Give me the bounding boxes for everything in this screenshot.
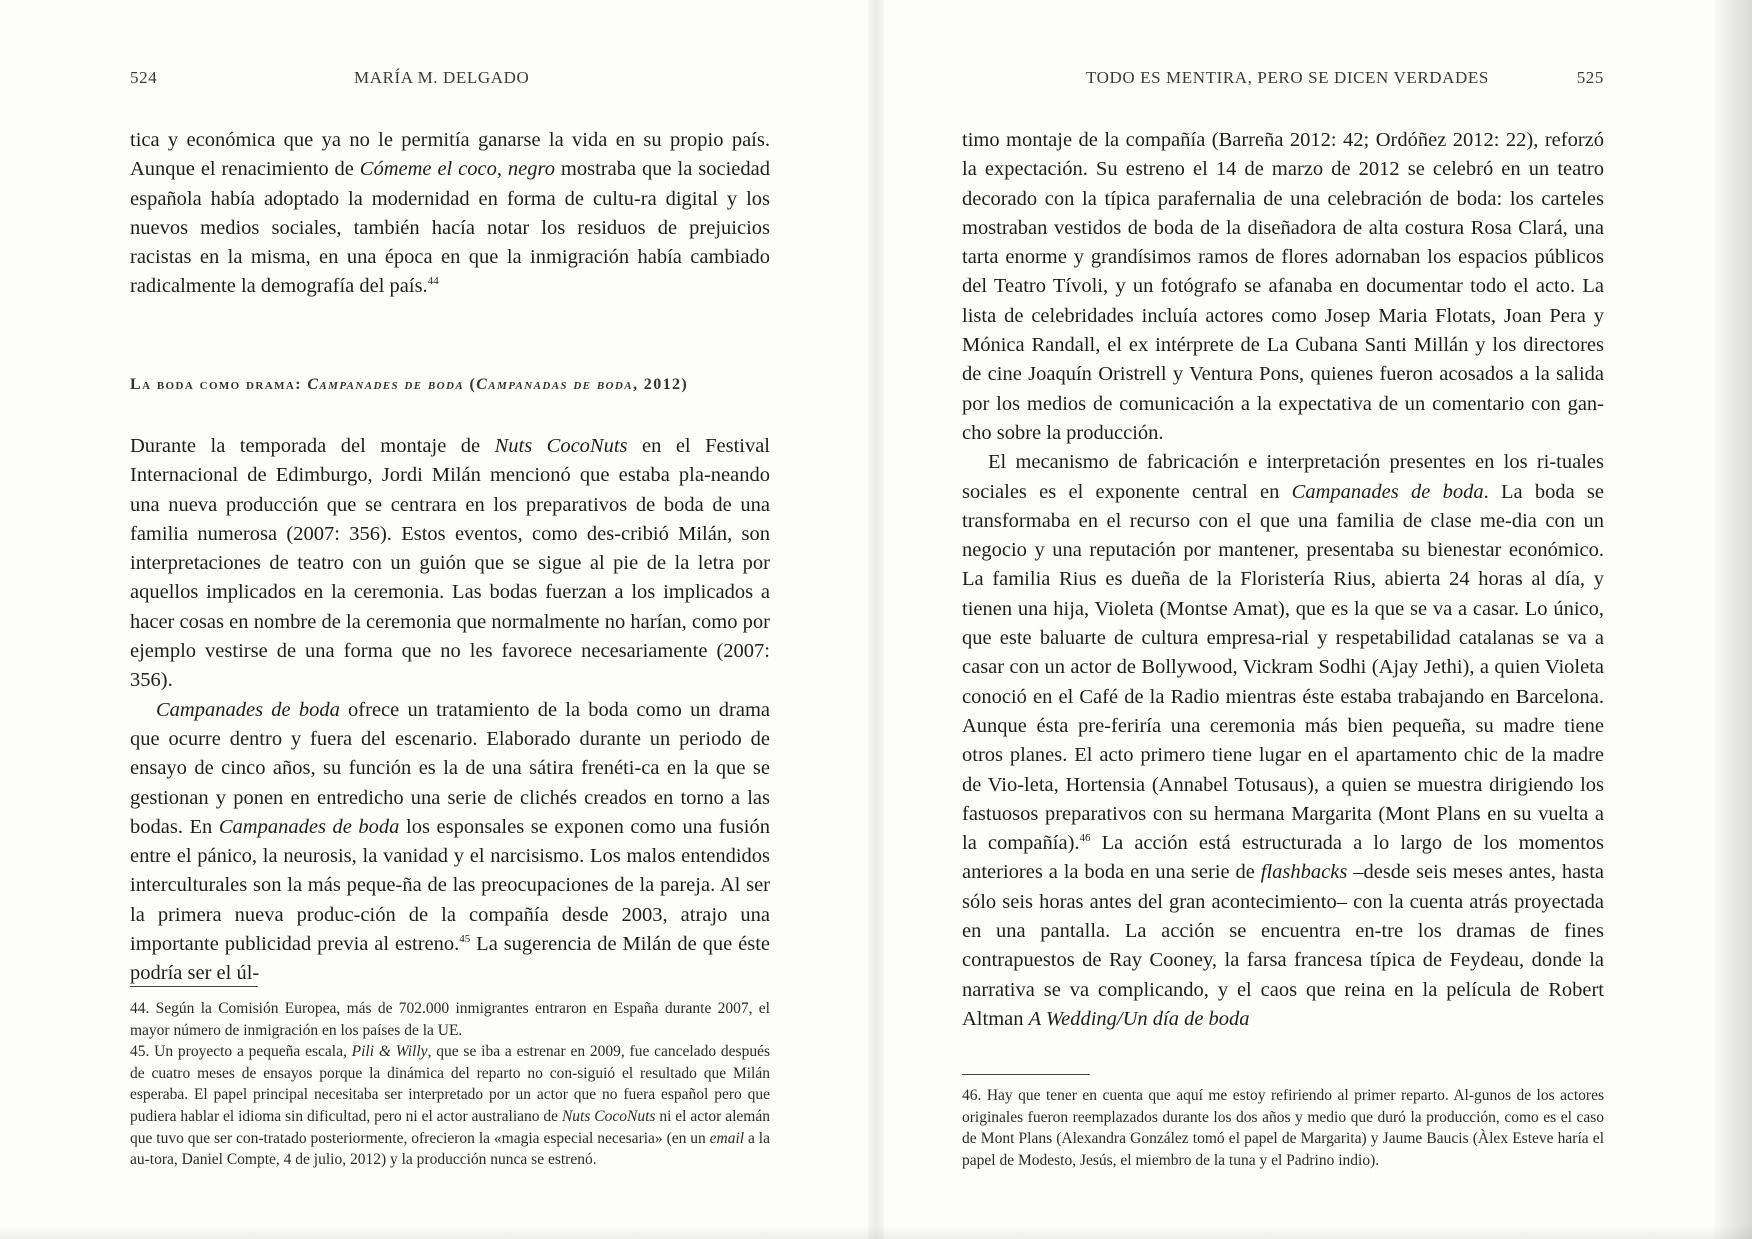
paragraph: Campanades de boda ofrece un tratamiento de la boda como un drama que ocurre dentro y fuera del escenario. Elaborado durante un periodo de ensayo de cinco años, su función es la de una sátira frenéti-ca en la que se gestionan y ponen en entredicho una serie de clichés creados en torno a las bodas. En Campanades de boda los esponsales se exponen como una fusión entre el pánico, la neurosis, la vanidad y el narcisismo. Los malos entendidos interculturales son la más peque-ña de las preocupaciones de la pareja. Al ser la primera nueva produc-ción de la compañía desde 2003, atrajo una importante publicidad previa al estreno.$^{45}$ La sugerencia de Milán de que éste podría ser el úl-	[130, 698, 771, 985]
page-number-left: 524	[130, 68, 158, 87]
left-main-text	[130, 432, 770, 989]
book-gutter	[868, 0, 884, 1239]
footnote-rule	[962, 1074, 1090, 1075]
footnote-44: 44. Según la Comisión Europea, más de 702.000 inmigrantes entraron en España durante 2007, el mayor número de inmigración en los países de la UE.	[130, 1000, 770, 1039]
continued-paragraph	[130, 126, 770, 302]
footnotes-right	[962, 1085, 1604, 1171]
left-page	[130, 0, 770, 1239]
right-main-text	[962, 126, 1604, 1034]
page-number-right: 525	[1576, 68, 1604, 87]
footnote-rule	[130, 986, 258, 987]
footnote-46: 46. Hay que tener en cuenta que aquí me estoy refiriendo al primer reparto. Al-gunos de los actores originales fueron reemplazados durante los dos años y medio que duró la producción, como es el caso de Mont Plans (Alexandra González tomó el papel de Margarita) y Jaume Baucis (Àlex Esteve haría el papel de Modesto, Jesús, el miembro de la tuna y el Padrino indio).	[962, 1087, 1604, 1169]
paragraph: tica y económica que ya no le permitía ganarse la vida en su propio país. Aunque el renacimiento de Cómeme el coco, negro mostraba que la sociedad española había adoptado la modernidad en forma de cultu-ra digital y los nuevos medios sociales, también hacía notar los residuos de prejuicios racistas en la misma, en una época en que la inmigración había cambiado radicalmente la demografía del país.$^{44}$	[130, 129, 770, 298]
left-running-head	[130, 68, 770, 92]
running-head-chapter: TODO ES MENTIRA, PERO SE DICEN VERDADES	[1086, 68, 1489, 87]
running-head-author: MARÍA M. DELGADO	[354, 68, 530, 87]
paragraph: El mecanismo de fabricación e interpretación presentes en los ri-tuales sociales es el exponente central en Campanades de boda. La boda se transformaba en el recurso con el que una familia de clase me-dia con un negocio y una reputación por mantener, presentaba su bienestar económico. La familia Rius es dueña de la Floristería Rius, abierta 24 horas al día, y tienen una hija, Violeta (Montse Amat), que es la que se va a casar. Lo único, que este baluarte de cultura empresa-rial y respetabilidad catalanas se va a casar con un actor de Bollywood, Vickram Sodhi (Ajay Jethi), a quien Violeta conoció en el Café de la Radio mientras éste estaba trabajando en Barcelona. Aunque ésta pre-feriría una ceremonia más bien pequeña, su madre tiene otros planes. El acto primero tiene lugar en el apartamento chic de la madre de Vio-leta, Hortensia (Annabel Totusaus), a quien se muestra dirigiendo los fastuosos preparativos con su hermana Margarita (Mont Plans en su vuelta a la compañía).$^{46}$ La acción está estructurada a lo largo de los momentos anteriores a la boda en una serie de flashbacks –desde seis meses antes, hasta sólo seis horas antes del gran acontecimiento– con la cuenta atrás proyectada en una pantalla. La acción se encuentra en-tre los dramas de fines contrapuestos de Ray Cooney, la farsa francesa típica de Feydeau, donde la narrativa se va complicando, y el caos que reina en la película de Robert Altman A Wedding/Un día de boda	[962, 451, 1605, 1030]
section-heading: La boda como drama: Campanades de boda (Campanadas de boda, 2012)	[130, 376, 689, 394]
paragraph: Durante la temporada del montaje de Nuts CocoNuts en el Festival Internacional de Edimburgo, Jordi Milán mencionó que estaba pla-neando una nueva producción que se centrara en los preparativos de boda de una familia numerosa (2007: 356). Estos eventos, como des-cribió Milán, son interpretaciones de teatro con un guión que se sigue al pie de la letra por aquellos implicados en la ceremonia. Las bodas fuerzan a los implicados a hacer cosas en nombre de la ceremonia que normalmente no harían, como por ejemplo vestirse de una forma que no les favorece necesariamente (2007: 356).	[130, 435, 770, 692]
page-edge	[1714, 0, 1752, 1239]
footnotes-left	[130, 998, 770, 1171]
footnote-45: 45. Un proyecto a pequeña escala, Pili & Willy, que se iba a estrenar en 2009, fue cancelado después de cuatro meses de ensayos porque la dinámica del reparto no con-siguió el resultado que Milán esperaba. El papel principal necesitaba ser interpretado por un actor que no fuera español pero que pudiera hablar el idioma sin dificultad, pero ni el actor australiano de Nuts CocoNuts ni el actor alemán que tuvo que ser con-tratado posteriormente, ofrecieron la «magia especial necesaria» (en un email a la au-tora, Daniel Compte, 4 de julio, 2012) y la producción nunca se estrenó.	[130, 1043, 770, 1169]
right-page	[962, 0, 1604, 1239]
right-running-head	[962, 68, 1604, 92]
paragraph: timo montaje de la compañía (Barreña 2012: 42; Ordóñez 2012: 22), reforzó la expectación. Su estreno el 14 de marzo de 2012 se celebró en un teatro decorado con la típica parafernalia de una celebración de boda: los carteles mostraban vestidos de boda de la diseñadora de alta costura Rosa Clará, una tarta enorme y grandísimos ramos de flores adornaban los espacios públicos del Teatro Tívoli, y un fotógrafo se afanaba en documentar todo el acto. La lista de celebridades incluía actores como Josep Maria Flotats, Joan Pera y Mónica Randall, el ex intérprete de La Cubana Santi Millán y los directores de cine Joaquín Oristrell y Ventura Pons, quienes fueron acosados a la salida por los medios de comunicación a la expectativa de un comentario con gan-cho sobre la producción.	[962, 129, 1604, 444]
